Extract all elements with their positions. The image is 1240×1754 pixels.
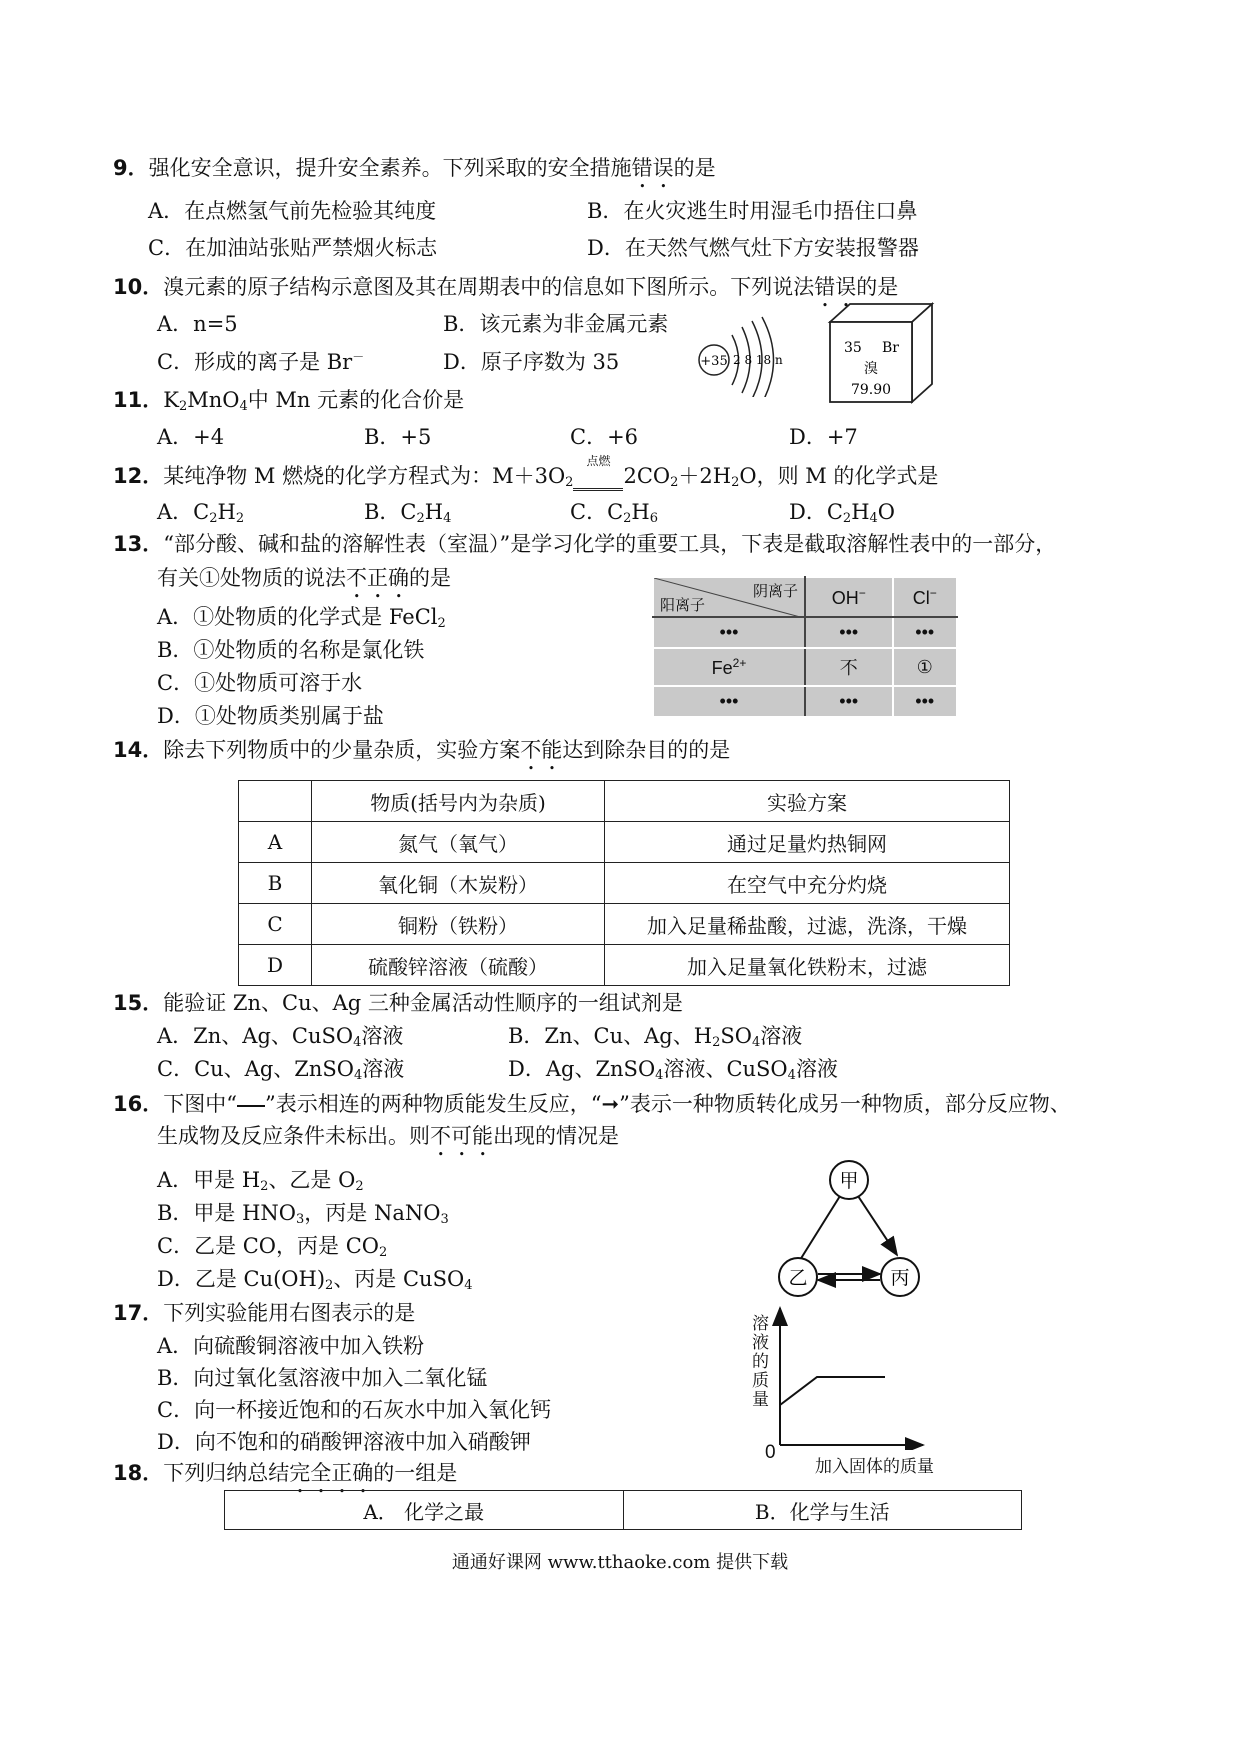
q13-stem-line2: 有关①处物质的说法不正确的是 (157, 566, 451, 590)
q15-option-d: D．Ag、ZnSO$_4$溶液、CuSO$_4$溶液 (508, 1057, 838, 1083)
table-row (239, 863, 1010, 904)
cell-ellipsis: ••• (805, 617, 893, 648)
q16-option-d: D．乙是 $Cu(OH)_2$、丙是 CuSO$_4$ (157, 1267, 473, 1293)
substance-cell: 氮气（氧气） (312, 822, 605, 863)
method-cell: 加入足量氧化铁粉末，过滤 (605, 945, 1010, 986)
conversion-arrow-symbol: ➞ (601, 1092, 620, 1116)
q17-option-d: D．向不饱和的硝酸钾溶液中加入硝酸钾 (157, 1430, 531, 1454)
q13-option-c: C．①处物质可溶于水 (157, 671, 363, 695)
q12-number: 12． (113, 464, 164, 488)
q15-option-c: C．Cu、Ag、ZnSO$_4$溶液 (157, 1057, 405, 1083)
table-row (239, 822, 1010, 863)
q17-option-a: A．向硫酸铜溶液中加入铁粉 (157, 1334, 425, 1358)
row-label: A (239, 822, 312, 863)
column-a-header: A． 化学之最 (225, 1491, 624, 1530)
atom-shells-label: 2 8 18 n (733, 353, 783, 367)
q16-option-c: C．乙是 CO，丙是 $CO_2$ (157, 1234, 388, 1260)
cell-atomic-number: 35 (844, 340, 862, 356)
table-header-cell: 实验方案 (605, 781, 1010, 822)
method-cell: 通过足量灼热铜网 (605, 822, 1010, 863)
q13-option-d: D．①处物质类别属于盐 (157, 704, 384, 728)
row-label: D (239, 945, 312, 986)
q14-number: 14． (113, 738, 164, 762)
cell-symbol: Br (882, 340, 899, 356)
substance-cell: 硫酸锌溶液（硫酸） (312, 945, 605, 986)
cell-name: 溴 (864, 361, 878, 377)
q17-number: 17． (113, 1301, 164, 1325)
q10-option-b: B．该元素为非金属元素 (443, 312, 669, 336)
graph-x-label: 加入固体的质量 (815, 1457, 934, 1476)
q15-stem: 15．能验证 Zn、Cu、Ag 三种金属活动性顺序的一组试剂是 (113, 991, 683, 1015)
substance-cell: 氧化铜（木炭粉） (312, 863, 605, 904)
q9-option-d: D．在天然气燃气灶下方安装报警器 (587, 236, 919, 260)
q11-stem: 11．$K_2MnO_4$中 Mn 元素的化合价是 (113, 388, 465, 414)
anion-cl: Cl− (893, 577, 958, 617)
q9-option-c: C．在加油站张贴严禁烟火标志 (148, 236, 438, 260)
anion-label: 阴离子 (752, 583, 798, 600)
cell-fe-oh: 不 (805, 648, 893, 686)
q12-option-c: C．$C_2H_6$ (570, 500, 659, 526)
q10-number: 10． (113, 275, 164, 299)
page-footer: 通通好课网 www.tthaoke.com 提供下载 (451, 1552, 789, 1573)
column-b-header: B．化学与生活 (623, 1491, 1022, 1530)
table-header-row (239, 781, 1010, 822)
row-label: C (239, 904, 312, 945)
node-bing: 丙 (890, 1267, 910, 1289)
q10-option-a: A．n=5 (157, 312, 238, 336)
q12-stem: 12．某纯净物 M 燃烧的化学方程式为：$M+3O_2$ 点燃 $2CO_2+2H_2O$，则 M 的化学式是 (113, 454, 939, 490)
q12-option-b: B．$C_2H_4$ (364, 500, 452, 526)
q13-number: 13． (113, 532, 164, 556)
row-label: B (239, 863, 312, 904)
substance-cell: 铜粉（铁粉） (312, 904, 605, 945)
graph-origin: 0 (765, 1442, 776, 1463)
cell-atomic-mass: 79.90 (850, 382, 892, 398)
q11-number: 11． (113, 388, 164, 412)
q10-option-c: C．形成的离子是 Br－ (157, 350, 365, 374)
cell-ellipsis: ••• (893, 686, 958, 717)
q13-stem-line1: 13．“部分酸、碱和盐的溶解性表（室温）”是学习化学的重要工具，下表是截取溶解性表中的一部分， (113, 532, 1057, 556)
q11-option-d: D．+7 (789, 425, 858, 449)
q14-stem: 14．除去下列物质中的少量杂质，实验方案不能达到除杂目的的是 (113, 738, 731, 762)
cell-ellipsis: ••• (805, 686, 893, 717)
table-row (239, 945, 1010, 986)
q18-stem: 18．下列归纳总结完全正确的一组是 (113, 1461, 458, 1485)
reaction-triangle-diagram (760, 1160, 930, 1300)
q11-option-b: B．+5 (364, 425, 432, 449)
q16-number: 16． (113, 1092, 164, 1116)
bromine-periodic-cell (826, 300, 936, 406)
q18-number: 18． (113, 1461, 164, 1485)
table-header-cell (239, 781, 312, 822)
cation-label: 阳离子 (660, 597, 706, 614)
method-cell: 在空气中充分灼烧 (605, 863, 1010, 904)
q11-option-a: A．+4 (157, 425, 225, 449)
q17-stem: 17．下列实验能用右图表示的是 (113, 1301, 416, 1325)
anion-oh: OH− (805, 577, 893, 617)
q17-option-b: B．向过氧化氢溶液中加入二氧化锰 (157, 1366, 488, 1390)
atom-nucleus-label: +35 (700, 354, 728, 369)
graph-y-label: 溶液的质量 (752, 1314, 769, 1409)
q16-stem-line2: 生成物及反应条件未标出。则不可能出现的情况是 (157, 1124, 619, 1148)
q10-stem: 10．溴元素的原子结构示意图及其在周期表中的信息如下图所示。下列说法错误的是 (113, 275, 899, 299)
table-row (239, 904, 1010, 945)
bromine-atom-diagram (690, 305, 800, 397)
q15-option-a: A．Zn、Ag、CuSO$_4$溶液 (157, 1024, 404, 1050)
purification-table (238, 780, 1010, 986)
q9-number: 9． (113, 156, 149, 180)
node-jia: 甲 (839, 1170, 859, 1192)
q13-option-b: B．①处物质的名称是氯化铁 (157, 638, 425, 662)
cation-ellipsis: ••• (653, 617, 805, 648)
reaction-condition: 点燃 (573, 464, 623, 491)
q16-option-a: A．甲是 $H_2$、乙是 $O_2$ (157, 1168, 364, 1194)
q9-option-b: B．在火灾逃生时用湿毛巾捂住口鼻 (587, 199, 918, 223)
cell-fe-cl-mark: ① (893, 648, 958, 686)
table-header-cell: 物质(括号内为杂质) (312, 781, 605, 822)
q12-option-a: A．$C_2H_2$ (157, 500, 245, 526)
q15-option-b: B．Zn、Cu、Ag、$H_2SO_4$溶液 (508, 1024, 803, 1050)
cation-ellipsis: ••• (653, 686, 805, 717)
q16-stem-line1: 16．下图中“ ”表示相连的两种物质能发生反应，“➞”表示一种物质转化成另一种物质，部分反应物、 (113, 1092, 1071, 1116)
q9-option-a: A．在点燃氢气前先检验其纯度 (148, 199, 437, 223)
reaction-line-symbol (237, 1105, 265, 1107)
q13-option-a: A．①处物质的化学式是 FeCl$_2$ (157, 605, 446, 631)
q11-option-c: C．+6 (570, 425, 639, 449)
q12-option-d: D．$C_2H_4O$ (789, 500, 896, 526)
q15-number: 15． (113, 991, 164, 1015)
q9-stem: 9．强化安全意识，提升安全素养。下列采取的安全措施错误的是 (113, 156, 716, 180)
q16-option-b: B．甲是 $HNO_3$，丙是 NaNO$_3$ (157, 1201, 449, 1227)
method-cell: 加入足量稀盐酸，过滤，洗涤，干燥 (605, 904, 1010, 945)
summary-table (224, 1490, 1022, 1530)
q17-option-c: C．向一杯接近饱和的石灰水中加入氧化钙 (157, 1398, 552, 1422)
solubility-table (652, 576, 958, 718)
cation-fe: $Fe^{2+}$ (653, 648, 805, 686)
header-diagonal-cell (653, 577, 805, 617)
mass-graph (765, 1300, 930, 1450)
q10-option-d: D．原子序数为 35 (443, 350, 620, 374)
node-yi: 乙 (788, 1267, 808, 1289)
table-header-row (225, 1491, 1022, 1530)
cell-ellipsis: ••• (893, 617, 958, 648)
